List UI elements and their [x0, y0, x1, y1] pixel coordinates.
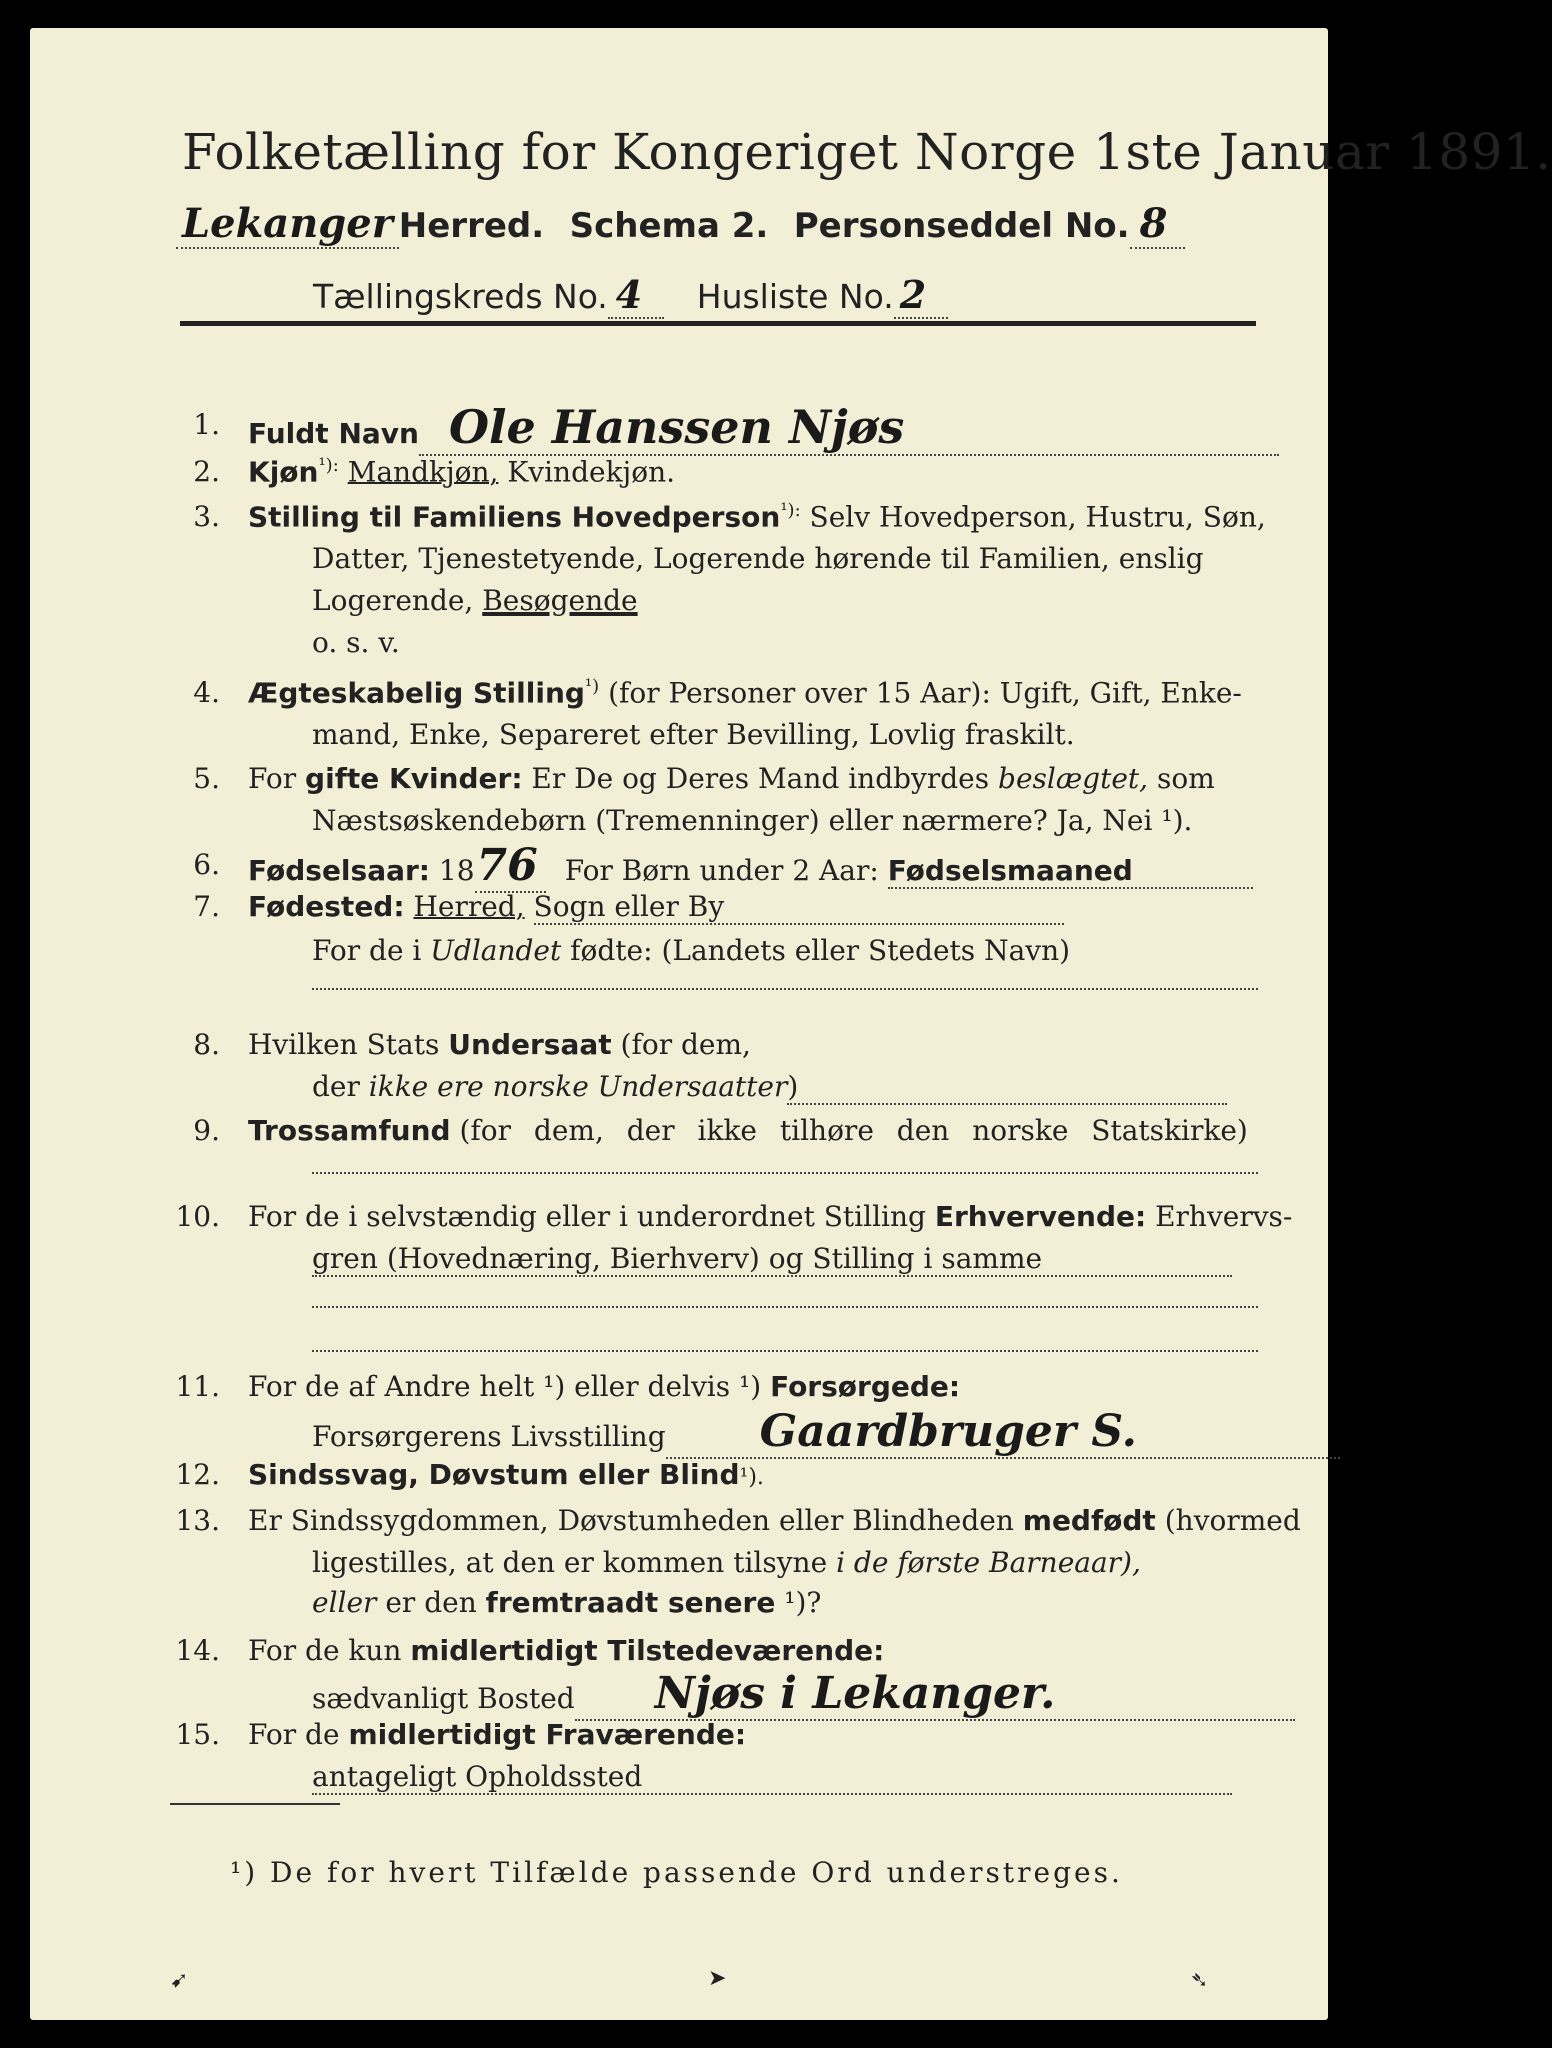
item-number: 8. — [193, 1028, 220, 1061]
full-name-handwritten: Ole Hanssen Njøs — [419, 400, 1279, 456]
item-number: 13. — [175, 1504, 220, 1537]
footnote-ref: ¹). — [739, 1465, 764, 1490]
item-number: 4. — [193, 676, 220, 709]
item-disability — [248, 1458, 764, 1491]
personseddel-number: 8 — [1130, 200, 1186, 249]
item-number: 1. — [193, 408, 220, 441]
husliste-label: Husliste No. — [696, 277, 894, 316]
item-supported — [248, 1370, 960, 1403]
congenital-line-3 — [312, 1586, 821, 1619]
footnote-ref: ¹): — [318, 455, 339, 476]
congenital-question: Er Sindssygdommen, Døvstumheden eller Blindheden — [248, 1504, 1014, 1537]
congenital-line-2 — [312, 1546, 1141, 1579]
disability-label: Sindssvag, Døvstum eller Blind — [248, 1458, 740, 1491]
temp-absent-pre: For de — [248, 1718, 340, 1751]
abroad-rest: fødte: (Landets eller Stedets Navn) — [570, 934, 1071, 967]
usual-residence-label: sædvanligt Bosted — [312, 1682, 575, 1715]
header-kreds-line — [313, 272, 948, 319]
gender-option-male: Mandkjøn, — [347, 455, 499, 489]
item-citizenship — [248, 1028, 751, 1061]
abroad-pre: For de i — [312, 934, 422, 967]
temp-present-pre: For de kun — [248, 1634, 402, 1667]
full-name-label: Fuldt Navn — [248, 417, 419, 450]
kreds-number: 4 — [608, 272, 664, 319]
personseddel-label: Personseddel No. — [793, 206, 1130, 246]
married-women-label: gifte Kvinder: — [305, 762, 523, 795]
header-rule — [180, 321, 1256, 326]
supported-label: Forsørgede: — [770, 1370, 961, 1403]
marital-status-label: Ægteskabelig Stilling — [248, 676, 585, 710]
item-number: 5. — [193, 762, 220, 795]
occupation-label: Erhvervende: — [934, 1200, 1147, 1233]
item-number: 15. — [175, 1718, 220, 1751]
congenital-label: medfødt — [1022, 1504, 1156, 1537]
married-women-pre: For — [248, 762, 297, 795]
birthplace-options: Sogn eller By — [534, 890, 1064, 925]
birthplace-label: Fødested: — [248, 890, 405, 923]
item-full-name — [248, 400, 1258, 456]
birthplace-abroad — [312, 934, 1070, 967]
item-occupation — [248, 1200, 1292, 1233]
item-number: 11. — [175, 1370, 220, 1403]
footnote-rule — [170, 1803, 340, 1805]
item-temporarily-absent — [248, 1718, 746, 1751]
item-number: 6. — [193, 848, 220, 881]
supporter-occupation-line — [312, 1406, 1258, 1459]
corner-mark-right: ➴ — [1190, 1968, 1209, 1993]
residence-abroad-line — [312, 1760, 1258, 1795]
congenital-er-den: er den — [385, 1586, 477, 1619]
marital-status-options-1: (for Personer over 15 Aar): Ugift, Gift, Enke- — [608, 676, 1242, 710]
occupation-pre: For de i selvstændig eller i underordnet Stilling — [248, 1200, 926, 1233]
congenital-hvormed: (hvormed — [1164, 1504, 1301, 1537]
birthplace-option-herred: Herred, — [413, 890, 525, 923]
supported-pre: For de af Andre helt ¹) eller delvis ¹) — [248, 1370, 762, 1403]
header-herred-line — [176, 200, 1185, 249]
item-number: 7. — [193, 890, 220, 923]
husliste-number: 2 — [894, 272, 948, 319]
married-women-question: Er De og Deres Mand indbyrdes — [531, 762, 990, 795]
family-position-label: Stilling til Familiens Hovedperson — [248, 500, 781, 534]
occupation-blank-line-1 — [312, 1306, 1258, 1308]
gender-label: Kjøn — [248, 455, 319, 489]
usual-residence-line — [312, 1668, 1258, 1721]
occupation-erhvervs: Erhvervs- — [1155, 1200, 1293, 1233]
corner-mark-center: ➤ — [708, 1966, 727, 1991]
birth-month-label: Fødselsmaaned — [888, 854, 1253, 889]
family-position-options-3 — [312, 584, 638, 617]
herred-handwritten: Lekanger — [176, 200, 399, 249]
item-number: 12. — [175, 1458, 220, 1491]
footnote-ref: ¹): — [780, 500, 801, 521]
corner-mark-left: ➹ — [170, 1968, 189, 1993]
option-logerende: Logerende, — [312, 584, 474, 617]
occupation-branch: gren (Hovednæring, Bierhverv) og Stilling i samme — [312, 1242, 1232, 1277]
kreds-label: Tællingskreds No. — [313, 277, 608, 316]
item-marital-status — [248, 676, 1242, 709]
citizenship-line-2 — [312, 1070, 1258, 1105]
religion-note: (for dem, der ikke tilhøre den norske Statskirke) — [459, 1114, 1248, 1147]
usual-residence-handwritten: Njøs i Lekanger. — [575, 1668, 1295, 1721]
occupation-blank-line-2 — [312, 1350, 1258, 1352]
citizenship-close: ) — [787, 1070, 1227, 1105]
birth-month-note: For Børn under 2 Aar: — [564, 854, 879, 887]
item-family-position — [248, 500, 1266, 533]
citizenship-pre: Hvilken Stats — [248, 1028, 440, 1061]
married-women-som: som — [1156, 762, 1215, 795]
citizenship-note: (for dem, — [620, 1028, 751, 1061]
footnote-ref: ¹)? — [784, 1586, 822, 1619]
temp-present-label: midlertidigt Tilstedeværende: — [410, 1634, 885, 1667]
census-form-sheet — [30, 28, 1552, 2020]
item-number: 3. — [193, 500, 220, 533]
married-women-related: beslægtet, — [998, 762, 1149, 795]
family-position-options-2: Datter, Tjenestetyende, Logerende hørende til Familien, enslig — [312, 542, 1204, 575]
marital-status-options-2: mand, Enke, Separeret efter Bevilling, Lovlig fraskilt. — [312, 718, 1075, 751]
form-title: Folketælling for Kongeriget Norge 1ste Januar 1891. — [182, 123, 1552, 181]
item-number: 14. — [175, 1634, 220, 1667]
residence-abroad-label: antageligt Opholdssted — [312, 1760, 1232, 1795]
acquired-later-label: fremtraadt senere — [485, 1586, 776, 1619]
congenital-text: ligestilles, at den er kommen tilsyne — [312, 1546, 828, 1579]
supporter-occupation-label: Forsørgerens Livsstilling — [312, 1420, 666, 1453]
item-number: 2. — [193, 455, 220, 488]
schema-label: Schema 2. — [569, 206, 769, 246]
family-position-options-1: Selv Hovedperson, Hustru, Søn, — [809, 500, 1266, 534]
abroad-udlandet: Udlandet — [430, 934, 562, 967]
temp-absent-label: midlertidigt Fraværende: — [348, 1718, 747, 1751]
item-temporarily-present — [248, 1634, 884, 1667]
congenital-childhood: i de første Barneaar), — [836, 1546, 1141, 1579]
birth-year-handwritten: 76 — [475, 840, 546, 893]
footnote: ¹) De for hvert Tilfælde passende Ord understreges. — [230, 1856, 1123, 1889]
married-women-question-2: Næstsøskendebørn (Tremenninger) eller nærmere? Ja, Nei ¹). — [312, 804, 1193, 837]
supporter-occupation-handwritten: Gaardbruger S. — [666, 1406, 1340, 1459]
item-birthplace — [248, 890, 1258, 925]
footnote-ref: ¹) — [584, 676, 600, 697]
item-gender — [248, 455, 675, 488]
occupation-line-2 — [312, 1242, 1258, 1277]
item-congenital — [248, 1504, 1301, 1537]
citizenship-non-norwegian: ikke ere norske Undersaatter — [368, 1070, 788, 1103]
citizenship-der: der — [312, 1070, 360, 1103]
item-religion — [248, 1114, 1248, 1147]
birth-year-prefix: 18 — [438, 854, 475, 887]
religion-label: Trossamfund — [248, 1114, 451, 1147]
item-married-women — [248, 762, 1215, 795]
religion-blank-line — [312, 1172, 1258, 1174]
family-position-etc: o. s. v. — [312, 626, 400, 659]
item-number: 9. — [193, 1114, 220, 1147]
birthplace-blank-line — [312, 988, 1258, 990]
citizenship-label: Undersaat — [448, 1028, 612, 1061]
congenital-eller: eller — [312, 1586, 377, 1619]
item-birth-year — [248, 840, 1258, 893]
gender-option-female: Kvindekjøn. — [507, 455, 676, 489]
herred-label: Herred. — [398, 206, 545, 246]
option-besogende: Besøgende — [482, 584, 638, 617]
item-number: 10. — [175, 1200, 220, 1233]
birth-year-label: Fødselsaar: — [248, 854, 430, 887]
